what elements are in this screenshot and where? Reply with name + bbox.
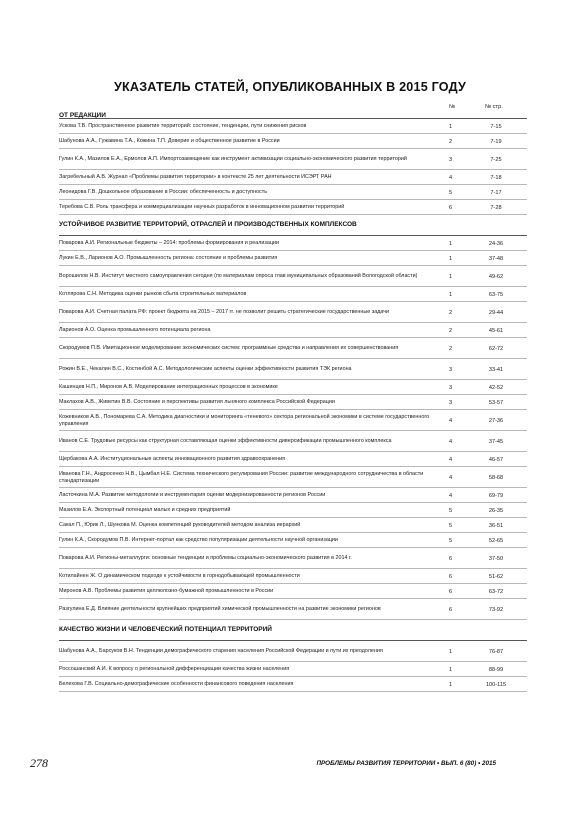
article-title: Поварова А.И. Региональные бюджеты – 2014: проблемы формирования и реализации — [59, 240, 280, 246]
article-title: Иванова Г.Н., Андросенко Н.В., Цымбал Н.Е. Система технического регулирования России: развитие международного сотрудничества в области стандартизации — [59, 470, 424, 484]
article-title: Миронов А.В. Проблемы развития целлюлозно-бумажной промышленности в России — [59, 588, 274, 594]
article-title: Котилайнен Ж. О динамическом подходе к устойчивости в горнодобывающей промышленности — [59, 573, 300, 579]
article-title: Разгулина Е.Д. Влияние деятельности крупнейших предприятий химической промышленности на развитие экономики регионов — [59, 606, 381, 612]
article-row — [59, 599, 527, 620]
page-range: 24-36 — [488, 240, 504, 247]
article-title: Котлярова С.Н. Методика оценки рынков сбыта строительных материалов — [59, 291, 247, 297]
article-row — [59, 518, 527, 533]
article-title: Поварова А.И. Регионы-металлурги: основные тенденции и проблемы социально-экономического развития в 2014 г. — [59, 555, 352, 561]
article-title: Россошанский А.И. К вопросу о региональной дифференциации качества жизни населения — [59, 666, 290, 672]
article-title: Ларионов А.О. Оценка промышленного потенциала региона — [59, 327, 211, 333]
article-row — [59, 185, 527, 200]
issue-number: 6 — [449, 573, 453, 580]
article-row — [59, 149, 527, 170]
page-range: 7-19 — [490, 138, 502, 145]
article-row — [59, 251, 527, 266]
issue-number: 2 — [449, 327, 453, 334]
article-title: Лукин Е.В., Ларионов А.О. Промышленность региона: состояние и проблемы развития — [59, 255, 278, 261]
article-index — [59, 104, 527, 692]
article-row — [59, 452, 527, 467]
article-row — [59, 467, 527, 488]
column-header-pages: № стр. — [485, 104, 503, 110]
article-title: Ускова Т.В. Пространственное развитие территорий: состояние, тенденции, пути снижения рисков — [59, 123, 307, 129]
issue-number: 4 — [449, 474, 453, 481]
issue-number: 1 — [449, 255, 453, 262]
issue-number: 1 — [449, 666, 453, 673]
article-title: Леонидова Г.В. Дошкольное образование в России: обеспеченность и доступность — [59, 189, 268, 195]
journal-footer: ПРОБЛЕМЫ РАЗВИТИЯ ТЕРРИТОРИИ • ВЫП. 6 (80) • 2015 — [316, 760, 496, 767]
issue-number: 1 — [449, 123, 453, 130]
column-header-issue: № — [449, 104, 456, 110]
article-row — [59, 533, 527, 548]
article-row — [59, 266, 527, 287]
issue-number: 4 — [449, 492, 453, 499]
article-title: Сакал П., Юрик Л., Шункова М. Оценка компетенций руководителей методом анализа иерархий — [59, 522, 301, 528]
page-range: 53-57 — [488, 399, 504, 406]
page-range: 26-35 — [488, 507, 504, 514]
issue-number: 6 — [449, 204, 453, 211]
issue-number: 1 — [449, 648, 453, 655]
article-title: Загребельный А.В. Журнал «Проблемы развития территории» в контексте 25 лет деятельности ИСЭРТ РАН — [59, 174, 332, 180]
article-title: Теребова С.В. Роль трансфера и коммерциализации научных разработок в инновационном развитии территорий — [59, 204, 345, 210]
article-title: Поварова А.И. Счетная палата РФ: проект бюджета на 2015 – 2017 гг. не позволит решить стратегические государственные задачи — [59, 309, 390, 315]
page-range: 51-62 — [488, 573, 504, 580]
page-range: 73-92 — [488, 606, 504, 613]
issue-number: 2 — [449, 309, 453, 316]
issue-number: 3 — [449, 384, 453, 391]
issue-number: 4 — [449, 174, 453, 181]
page-title: УКАЗАТЕЛЬ СТАТЕЙ, ОПУБЛИКОВАННЫХ В 2015 ГОДУ — [114, 80, 466, 94]
article-row — [59, 488, 527, 503]
article-row — [59, 200, 527, 215]
section-heading: ОТ РЕДАКЦИИ — [59, 112, 106, 119]
article-title: Ласточкина М.А. Развитие методологии и инструментария оценки модернизированности регионов России — [59, 492, 326, 498]
article-row — [59, 662, 527, 677]
issue-number: 5 — [449, 189, 453, 196]
section-header — [59, 104, 527, 119]
article-row — [59, 323, 527, 338]
page-range: 36-51 — [488, 522, 504, 529]
page-range: 33-41 — [488, 366, 504, 373]
article-row — [59, 359, 527, 380]
page-range: 58-68 — [488, 474, 504, 481]
page-range: 42-52 — [488, 384, 504, 391]
article-title: Гулин К.А., Мазилов Е.А., Ермолов А.П. Импортозамещение как инструмент активизации социально-экономического развития территорий — [59, 156, 407, 162]
page-range: 76-87 — [488, 648, 504, 655]
issue-number: 3 — [449, 399, 453, 406]
page-range: 88-99 — [488, 666, 504, 673]
page-range: 46-57 — [488, 456, 504, 463]
article-row — [59, 302, 527, 323]
article-title: Ворошилов Н.В. Институт местного самоуправления сегодня (по материалам опроса глав муниципальных образований Вологодской области) — [59, 273, 418, 279]
issue-number: 2 — [449, 345, 453, 352]
article-row — [59, 134, 527, 149]
issue-number: 4 — [449, 456, 453, 463]
issue-number: 5 — [449, 537, 453, 544]
article-row — [59, 287, 527, 302]
article-title: Щербакова А.А. Институциональные аспекты инновационного развития здравоохранения — [59, 456, 286, 462]
issue-number: 5 — [449, 507, 453, 514]
article-row — [59, 431, 527, 452]
page-range: 7-18 — [490, 174, 502, 181]
page-range: 69-79 — [488, 492, 504, 499]
section-heading: КАЧЕСТВО ЖИЗНИ И ЧЕЛОВЕЧЕСКИЙ ПОТЕНЦИАЛ ТЕРРИТОРИЙ — [59, 626, 527, 641]
article-row — [59, 569, 527, 584]
page-range: 7-15 — [490, 123, 502, 130]
article-title: Рожин В.Е., Чекалин В.С., Костинбой А.С. Методологические аспекты оценки эффективности развития ТЭК региона — [59, 366, 352, 372]
article-title: Кашинцев Н.П., Миронов А.В. Моделирование интеграционных процессов в экономике — [59, 384, 278, 390]
article-row — [59, 548, 527, 569]
issue-number: 6 — [449, 606, 453, 613]
article-row — [59, 410, 527, 431]
article-title: Маклахов А.В., Живетин В.В. Состояние и перспективы развития льняного комплекса Российской Федерации — [59, 399, 335, 405]
article-title: Мазилов Е.А. Экспортный потенциал малых и средних предприятий — [59, 507, 231, 513]
article-title: Скородумов П.В. Имитационное моделирование экономических систем: программные средства и направления их совершенствования — [59, 345, 399, 351]
page-range: 7-17 — [490, 189, 502, 196]
page-range: 7-25 — [490, 156, 502, 163]
article-row — [59, 641, 527, 662]
article-row — [59, 236, 527, 251]
page-range: 62-72 — [488, 345, 504, 352]
article-title: Кожевников А.В., Пономарева С.А. Методика диагностики и мониторинга «теневого» сектора региональной экономики в системе государственного управления — [59, 413, 430, 427]
issue-number: 4 — [449, 438, 453, 445]
article-row — [59, 380, 527, 395]
issue-number: 5 — [449, 522, 453, 529]
issue-number: 6 — [449, 555, 453, 562]
page-range: 63-75 — [488, 291, 504, 298]
issue-number: 1 — [449, 291, 453, 298]
page-range: 49-62 — [488, 273, 504, 280]
issue-number: 1 — [449, 681, 453, 688]
page-range: 45-61 — [488, 327, 504, 334]
article-row — [59, 503, 527, 518]
section-heading: УСТОЙЧИВОЕ РАЗВИТИЕ ТЕРРИТОРИЙ, ОТРАСЛЕЙ И ПРОИЗВОДСТВЕННЫХ КОМПЛЕКСОВ — [59, 221, 527, 236]
article-row — [59, 395, 527, 410]
issue-number: 3 — [449, 156, 453, 163]
issue-number: 4 — [449, 417, 453, 424]
article-title: Белехова Г.В. Социально-демографические особенности финансового поведения населения — [59, 681, 294, 687]
page-range: 63-72 — [488, 588, 504, 595]
article-row — [59, 677, 527, 692]
article-row — [59, 338, 527, 359]
issue-number: 6 — [449, 588, 453, 595]
page-range: 37-45 — [488, 438, 504, 445]
article-title: Шабунова А.А., Гужавина Т.А., Кожина Т.П. Доверие и общественное развитие в России — [59, 138, 280, 144]
page-range: 7-28 — [490, 204, 502, 211]
issue-number: 1 — [449, 273, 453, 280]
page-range: 29-44 — [488, 309, 504, 316]
page-range: 52-65 — [488, 537, 504, 544]
issue-number: 1 — [449, 240, 453, 247]
article-row — [59, 584, 527, 599]
issue-number: 2 — [449, 138, 453, 145]
article-title: Гулин К.А., Скородумов П.В. Интернет-портал как средство популяризации деятельности научной организации — [59, 537, 338, 543]
page-range: 37-50 — [488, 555, 504, 562]
page-range: 100-115 — [485, 681, 507, 688]
article-title: Иванов С.Е. Трудовые ресурсы как структурная составляющая оценки эффективности диверсификации промышленного комплекса — [59, 438, 392, 444]
page-range: 37-48 — [488, 255, 504, 262]
issue-number: 3 — [449, 366, 453, 373]
page-number: 278 — [30, 756, 48, 770]
article-title: Шабунова А.А., Барсуков В.Н. Тенденции демографического старения населения Российской Федерации и пути их преодоления — [59, 648, 383, 654]
page-range: 27-36 — [488, 417, 504, 424]
article-row — [59, 170, 527, 185]
article-row — [59, 119, 527, 134]
